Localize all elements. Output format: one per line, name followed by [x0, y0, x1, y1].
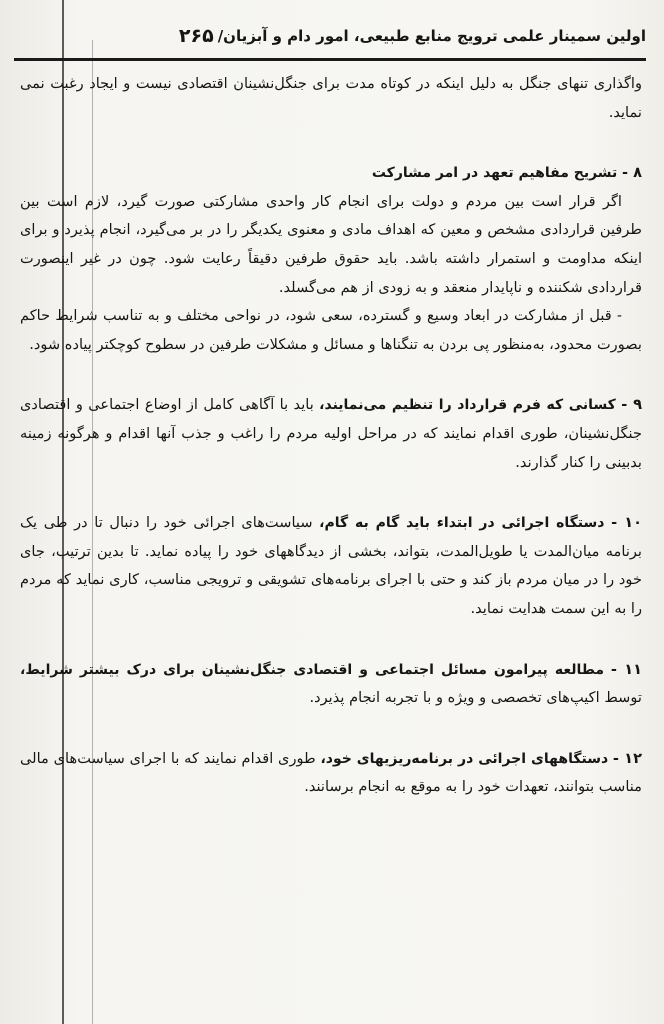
section-11-text: توسط اکیپ‌های تخصصی و ویژه و با تجربه انجام پذیرد. — [309, 689, 642, 707]
section-11-number: ۱۱ - — [610, 660, 643, 678]
section-12 — [20, 745, 642, 802]
section-10-lead: دستگاه اجرائی در ابتداء باید گام به گام، — [319, 515, 605, 532]
section-10 — [20, 509, 642, 623]
section-11-lead: مطالعه پیرامون مسائل اجتماعی و اقتصادی جنگل‌نشینان برای درک بیشتر شرایط، — [20, 661, 605, 678]
section-12-number: ۱۲ - — [612, 749, 642, 767]
section-10-number: ۱۰ - — [611, 514, 643, 532]
section-8-number: ۸ - — [621, 164, 642, 182]
section-8-paragraph-1: اگر قرار است بین مردم و دولت برای انجام کار واحدی مشارکتی صورت گیرد، لازم است بین طرفین قراردادی مشخص و معین که اهداف مادی و معنوی یکدیگر را در بر می‌گیرد، انجام پذیرد و برای اینکه مداومت و استمرار داشته باشد. باید حقوق طرفین دقیقاً رعایت شود. چون در غیر اینصورت قراردادی شکننده و ناپایدار منعقد و به زودی از هم می‌گسلد. — [20, 192, 642, 296]
section-9-text: باید با آگاهی کامل از اوضاع اجتماعی و اقتصادی جنگل‌نشینان، طوری اقدام نمایند که در مراحل اولیه مردم را راغب و جذب آنها اقدام و هرگونه زمینه بدبینی را کنار گذارند. — [20, 396, 642, 471]
section-10-text: سیاست‌های اجرائی خود را دنبال تا در طی یک برنامه میان‌المدت یا طویل‌المدت، بتواند، بخشی از دیدگاههای خود را پیاده نماید. تا بدین ترتیب، جای خود را در میان مردم باز کند و حتی با اجرای برنامه‌های تشویقی و ترویجی مناسب، کاری نماید که مردم را به این سمت هدایت نماید. — [20, 514, 642, 617]
section-8-heading — [20, 159, 642, 188]
section-12-text: طوری اقدام نمایند که با اجرای سیاست‌های مالی مناسب بتوانند، تعهدات خود را به موقع به انجام برسانند. — [20, 749, 642, 796]
section-9-number: ۹ - — [621, 396, 642, 414]
header-rule — [14, 58, 646, 61]
section-8-title: تشریح مفاهیم تعهد در امر مشارکت — [371, 165, 618, 182]
header-title: اولین سمینار علمی ترویج منابع طبیعی، امور دام و آبزیان/ — [217, 27, 646, 45]
intro-paragraph: واگذاری تنهای جنگل به دلیل اینکه در کوتاه مدت برای جنگل‌نشینان اقتصادی نیست و ایجاد رغبت نمی نماید. — [20, 75, 642, 121]
article-body — [20, 70, 642, 802]
section-9 — [20, 391, 642, 477]
page-header — [14, 16, 646, 56]
section-11 — [20, 656, 642, 713]
section-9-lead: کسانی که فرم قرارداد را تنظیم می‌نمایند، — [319, 397, 616, 414]
page-number: ۲۶۵ — [178, 25, 214, 47]
section-12-lead: دستگاههای اجرائی در برنامه‌ریزیهای خود، — [320, 750, 609, 767]
section-8-paragraph-2: - قبل از مشارکت در ابعاد وسیع و گسترده، سعی شود، در نواحی مختلف و به تناسب شرایط حاکم بصورت محدود، به‌منظور پی بردن به تنگناها و مسائل و مشکلات طرفین در سطوح کوچکتر پیاده شود. — [20, 307, 642, 353]
